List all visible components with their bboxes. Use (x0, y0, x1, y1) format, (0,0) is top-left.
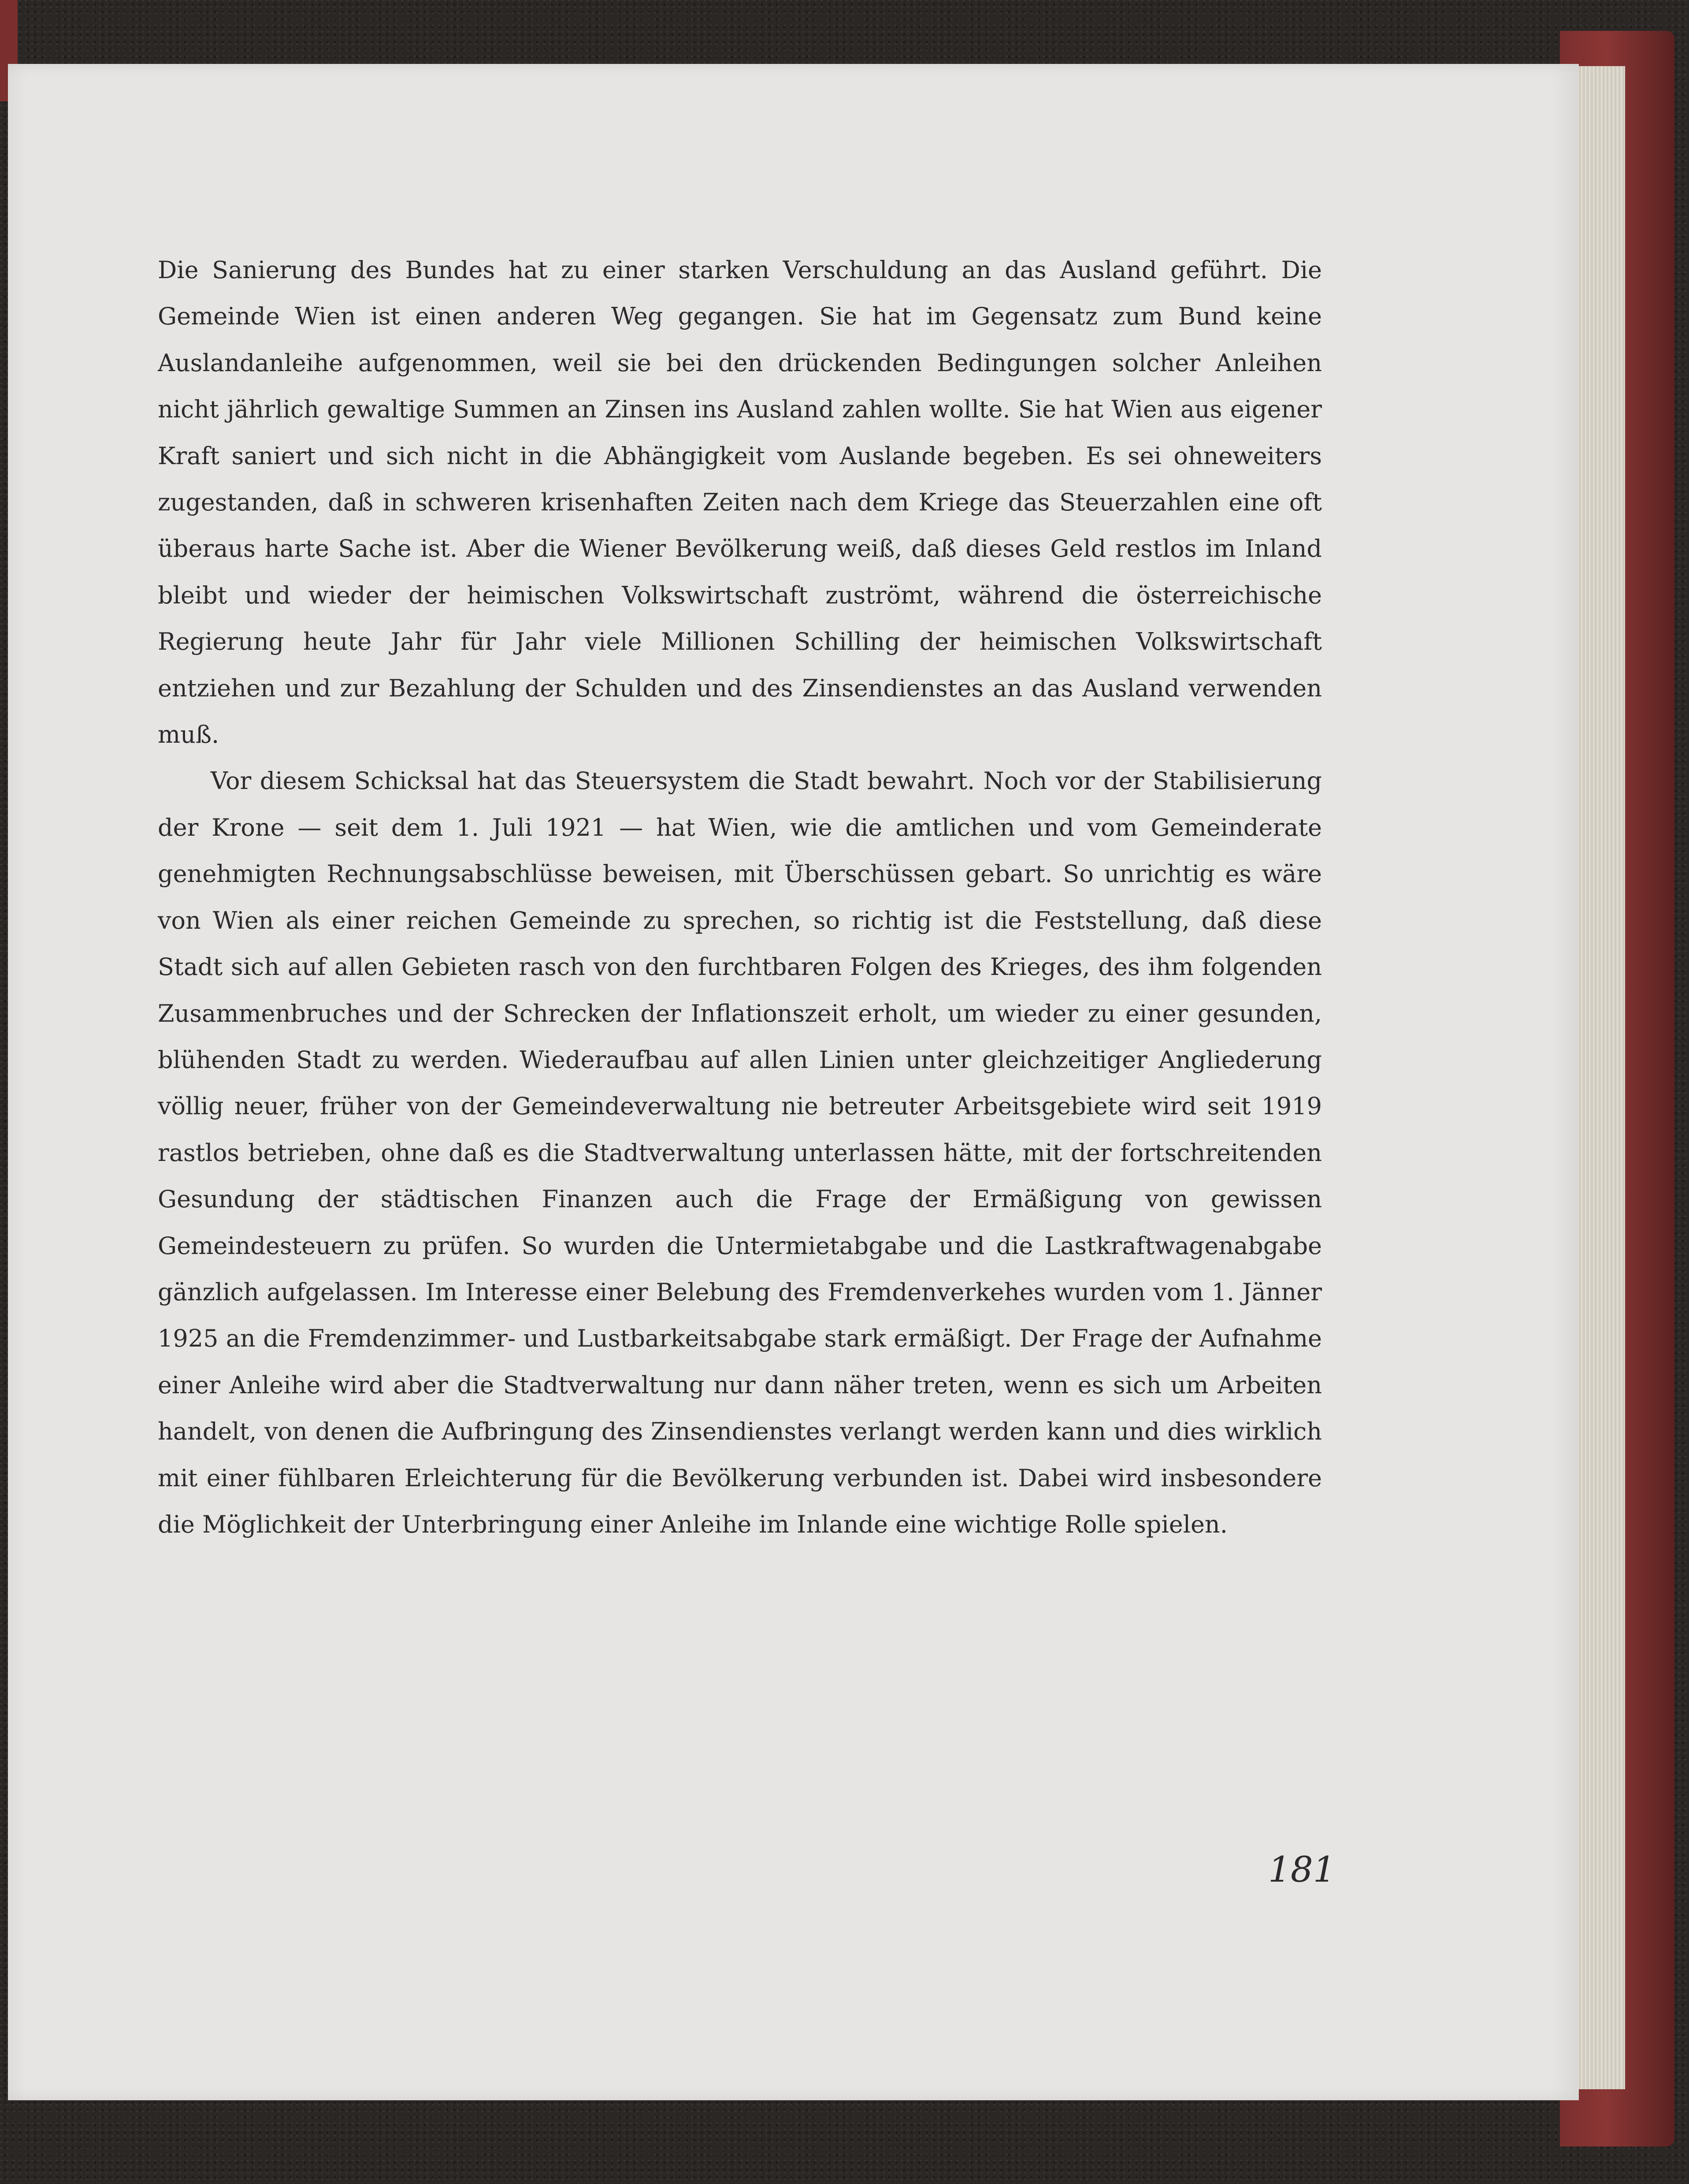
body-text (158, 247, 1322, 1548)
page-number: 181 (1268, 1849, 1336, 1890)
paragraph-1: Die Sanierung des Bundes hat zu einer starken Verschuldung an das Ausland geführt. Die Gemeinde Wien ist einen anderen Weg gegangen. Sie hat im Gegensatz zum Bund keine Auslandanleihe aufgenommen, weil sie bei den drückenden Bedingungen solcher Anleihen nicht jährlich gewaltige Summen an Zinsen ins Ausland zahlen wollte. Sie hat Wien aus eigener Kraft saniert und sich nicht in die Abhängigkeit vom Auslande begeben. Es sei ohneweiters zugestanden, daß in schweren krisenhaften Zeiten nach dem Kriege das Steuerzahlen eine oft überaus harte Sache ist. Aber die Wiener Bevölkerung weiß, daß dieses Geld restlos im Inland bleibt und wieder der heimischen Volkswirtschaft zuströmt, während die österreichische Regierung heute Jahr für Jahr viele Millionen Schilling der heimischen Volkswirtschaft entziehen und zur Bezahlung der Schulden und des Zinsendienstes an das Ausland verwenden muß. (158, 256, 1322, 749)
book-page (8, 64, 1579, 2100)
paragraph-2: Vor diesem Schicksal hat das Steuersystem die Stadt bewahrt. Noch vor der Stabilisierung der Krone — seit dem 1. Juli 1921 — hat Wien, wie die amtlichen und vom Gemeinderate genehmigten Rechnungsabschlüsse beweisen, mit Überschüssen gebart. So unrichtig es wäre von Wien als einer reichen Gemeinde zu sprechen, so richtig ist die Feststellung, daß diese Stadt sich auf allen Gebieten rasch von den furchtbaren Folgen des Krieges, des ihm folgenden Zusammenbruches und der Schrecken der Inflationszeit erholt, um wieder zu einer gesunden, blühenden Stadt zu werden. Wiederaufbau auf allen Linien unter gleichzeitiger Angliederung völlig neuer, früher von der Gemeindeverwaltung nie betreuter Arbeitsgebiete wird seit 1919 rastlos betrieben, ohne daß es die Stadtverwaltung unterlassen hätte, mit der fortschreitenden Gesundung der städtischen Finanzen auch die Frage der Ermäßigung von gewissen Gemeindesteuern zu prüfen. So wurden die Untermietabgabe und die Lastkraftwagenabgabe gänzlich aufgelassen. Im Interesse einer Belebung des Fremdenverkehes wurden vom 1. Jänner 1925 an die Fremdenzimmer- und Lustbarkeitsabgabe stark ermäßigt. Der Frage der Aufnahme einer Anleihe wird aber die Stadtverwaltung nur dann näher treten, wenn es sich um Arbeiten handelt, von denen die Aufbringung des Zinsendienstes verlangt werden kann und dies wirklich mit einer fühlbaren Erleichterung für die Bevölkerung verbunden ist. Dabei wird insbesondere die Möglichkeit der Unterbringung einer Anleihe im Inlande eine wichtige Rolle spielen. (158, 767, 1322, 1538)
